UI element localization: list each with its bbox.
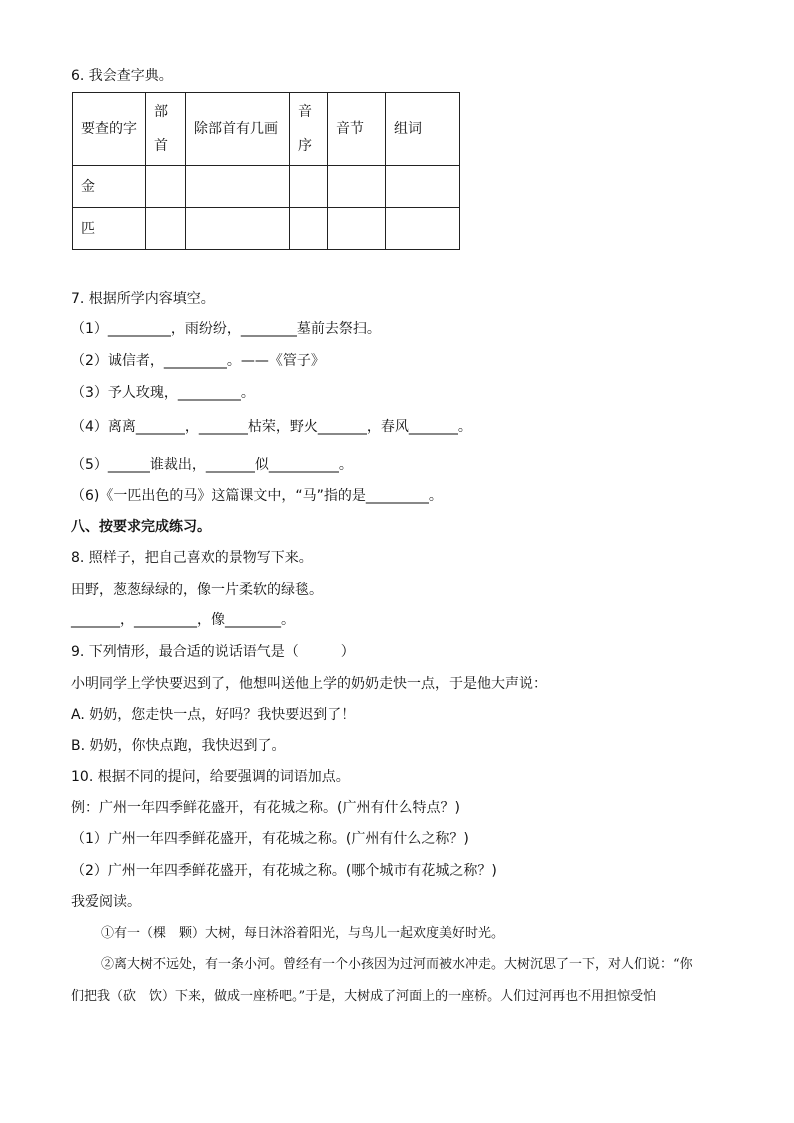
q7-item-2: （2）诚信者，_________。——《管子》 — [71, 353, 325, 369]
answer-cell[interactable] — [386, 208, 460, 250]
q7-title: 7. 根据所学内容填空。 — [71, 291, 215, 307]
header-words: 组词 — [386, 93, 460, 166]
q9-option-a: A. 奶奶，您走快一点，好吗？我快要迟到了！ — [71, 707, 356, 723]
q7-item-6: （6)《一匹出色的马》这篇课文中，“马”指的是_________。 — [71, 488, 443, 504]
row-char: 金 — [73, 166, 146, 208]
q10-item-1: （1）广州一年四季鲜花盛开，有花城之称。(广州有什么之称？) — [71, 831, 469, 847]
answer-cell[interactable] — [290, 208, 328, 250]
answer-cell[interactable] — [328, 208, 386, 250]
answer-cell[interactable] — [146, 208, 186, 250]
q8-example: 田野，葱葱绿绿的，像一片柔软的绿毯。 — [71, 582, 323, 598]
header-sequence — [290, 93, 328, 166]
row-char: 匹 — [73, 208, 146, 250]
q9-title: 9. 下列情形，最合适的说话语气是（ ） — [71, 644, 355, 660]
q6-title: 6. 我会查字典。 — [71, 68, 173, 84]
q8-title: 8. 照样子，把自己喜欢的景物写下来。 — [71, 550, 313, 566]
answer-cell[interactable] — [186, 166, 290, 208]
answer-cell[interactable] — [328, 166, 386, 208]
dictionary-table — [72, 92, 460, 250]
answer-cell[interactable] — [290, 166, 328, 208]
table-header-row — [73, 93, 460, 166]
q10-example: 例：广州一年四季鲜花盛开，有花城之称。(广州有什么特点？) — [71, 800, 460, 816]
q9-option-b: B. 奶奶，你快点跑，我快迟到了。 — [71, 738, 286, 754]
header-radical — [146, 93, 186, 166]
answer-cell[interactable] — [186, 208, 290, 250]
reading-paragraph-2-line-1: ②离大树不远处，有一条小河。曾经有一个小孩因为过河而被水冲走。大树沉思了一下，对人们说：“你 — [101, 957, 693, 972]
answer-cell[interactable] — [146, 166, 186, 208]
reading-paragraph-1: ①有一（棵 颗）大树，每日沐浴着阳光，与鸟儿一起欢度美好时光。 — [101, 926, 505, 941]
header-char: 要查的字 — [73, 93, 146, 166]
q7-item-5: （5）______谁裁出，_______似__________。 — [71, 457, 353, 473]
header-syllable: 音节 — [328, 93, 386, 166]
q7-item-3: （3）予人玫瑰，_________。 — [71, 385, 255, 401]
answer-cell[interactable] — [386, 166, 460, 208]
header-sequence-top: 音 — [298, 104, 312, 120]
reading-paragraph-2-line-2: 们把我（砍 饮）下来，做成一座桥吧。”于是，大树成了河面上的一座桥。人们过河再也不用担惊受怕 — [71, 989, 657, 1004]
section-8-heading: 八、按要求完成练习。 — [71, 519, 211, 535]
table-row — [73, 208, 460, 250]
header-strokes: 除部首有几画 — [186, 93, 290, 166]
reading-title: 我爱阅读。 — [71, 894, 141, 910]
q10-title: 10. 根据不同的提问，给要强调的词语加点。 — [71, 769, 350, 785]
table-row — [73, 166, 460, 208]
q7-item-1: （1）_________，雨纷纷，________墓前去祭扫。 — [71, 321, 381, 337]
header-sequence-bottom: 序 — [298, 138, 312, 154]
header-radical-top: 部 — [154, 104, 168, 120]
q9-context: 小明同学上学快要迟到了，他想叫送他上学的奶奶走快一点，于是他大声说： — [71, 676, 547, 692]
q8-blank: _______，_________，像________。 — [71, 612, 295, 628]
header-radical-bottom: 首 — [154, 138, 168, 154]
q7-item-4: （4）离离_______，_______枯荣，野火_______，春风_______。 — [71, 419, 472, 435]
q10-item-2: （2）广州一年四季鲜花盛开，有花城之称。(哪个城市有花城之称？) — [71, 863, 497, 879]
